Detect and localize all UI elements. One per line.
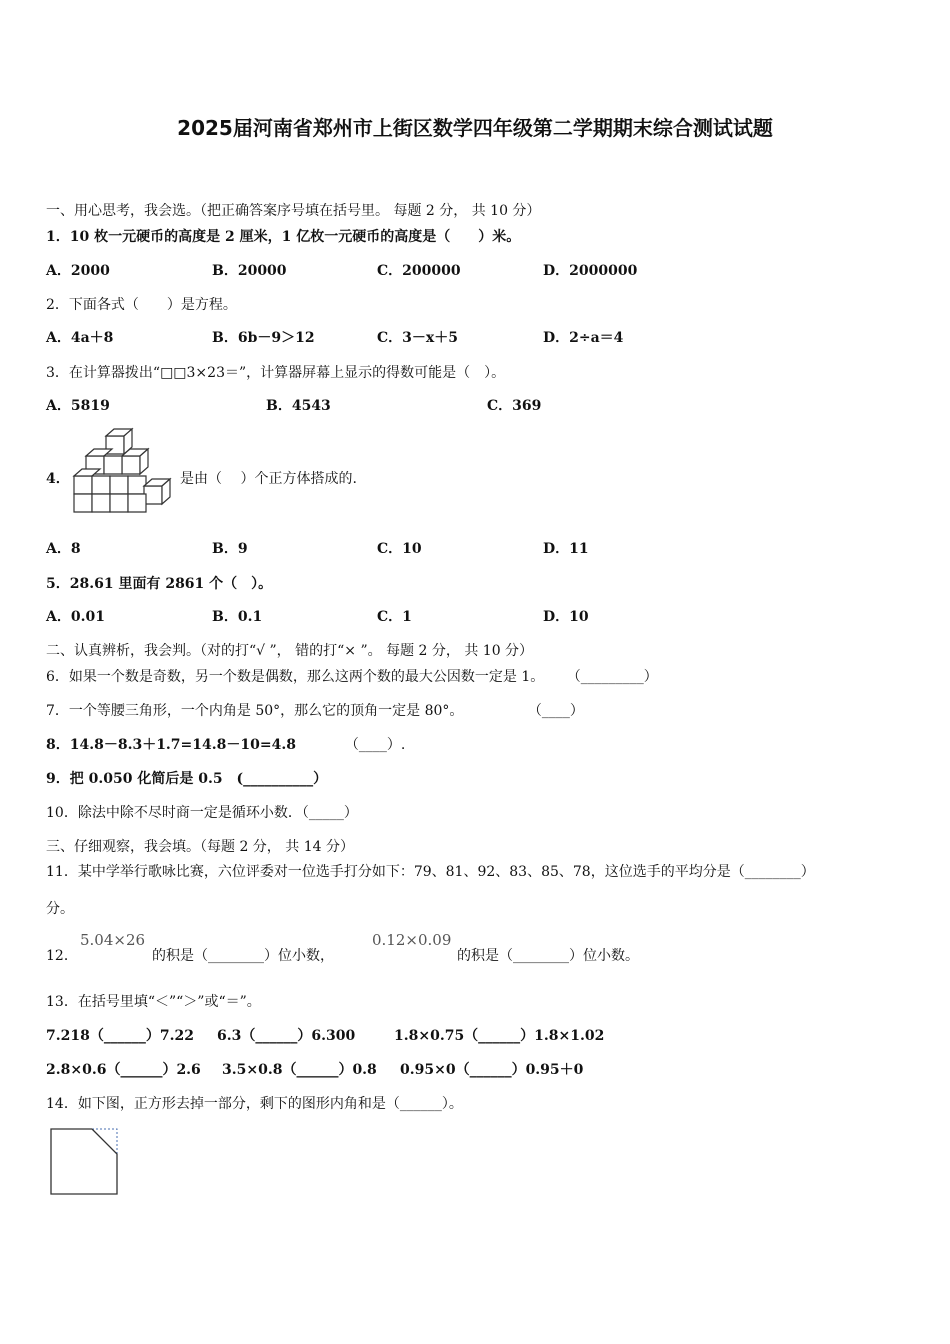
cube-stack-figure [68,426,174,514]
q3-option-a: A．5819 [46,398,110,414]
question-13-row2-item2: 3.5×0.8（______）0.8 [222,1062,377,1078]
question-14: 14．如下图，正方形去掉一部分，剩下的图形内角和是（______）。 [46,1096,463,1112]
question-12-expression-2: 0.12×0.09 [372,931,452,949]
cut-square-figure [48,1126,120,1198]
question-7 [46,701,584,721]
q5-option-d: D．10 [543,609,589,625]
q2-option-c: C．3－x＋5 [377,330,458,346]
q5-option-b: B．0.1 [212,609,263,625]
q2-option-a: A．4a＋8 [46,330,114,346]
question-13-row1-item3: 1.8×0.75（______）1.8×1.02 [394,1028,605,1044]
q3-option-b: B．4543 [266,398,331,414]
question-6-blank[interactable]: （_________） [566,669,658,685]
q1-option-b: B．20000 [212,263,287,279]
question-9: 9．把 0.050 化简后是 0.5 (__________） [46,771,328,787]
question-8-text: 8．14.8－8.3＋1.7=14.8－10=4.8 [46,737,296,753]
question-8 [46,735,405,755]
question-4-number: 4． [46,471,70,487]
question-6-text: 6．如果一个数是奇数，另一个数是偶数，那么这两个数的最大公因数一定是 1。 [46,669,545,685]
question-8-blank[interactable]: （____）. [344,737,406,753]
question-7-blank[interactable]: （____） [527,703,584,719]
q4-option-a: A．8 [46,541,81,557]
q4-option-c: C．10 [377,541,422,557]
question-12-number: 12． [46,948,78,964]
question-2: 2．下面各式（ ）是方程。 [46,297,237,313]
q5-option-a: A．0.01 [46,609,105,625]
q3-option-c: C．369 [487,398,542,414]
q1-option-d: D．2000000 [543,263,638,279]
section-3-heading: 三、仔细观察，我会填。（每题 2 分， 共 14 分） [46,839,354,855]
question-10: 10．除法中除不尽时商一定是循环小数．（_____） [46,805,358,821]
question-12-part-1: 的积是（________）位小数， [152,948,334,964]
q2-option-d: D．2÷a＝4 [543,330,624,346]
page-title: 2025届河南省郑州市上街区数学四年级第二学期期末综合测试试题 [177,116,773,140]
q5-option-c: C．1 [377,609,412,625]
q1-option-a: A．2000 [46,263,110,279]
question-7-text: 7．一个等腰三角形，一个内角是 50°，那么它的顶角一定是 80°。 [46,703,464,719]
question-13-row1-item2: 6.3（______）6.300 [217,1028,356,1044]
section-2-heading: 二、认真辨析，我会判。（对的打“√ ”， 错的打“× ”。 每题 2 分， 共 10 分） [46,643,534,659]
question-12-part-2: 的积是（________）位小数。 [457,948,639,964]
question-13-row2-item1: 2.8×0.6（______）2.6 [46,1062,201,1078]
q1-option-c: C．200000 [377,263,461,279]
q2-option-b: B．6b－9＞12 [212,330,315,346]
question-13-row1-item1: 7.218（______）7.22 [46,1028,194,1044]
q4-option-b: B．9 [212,541,248,557]
question-4-text: 是由（ ）个正方体搭成的. [180,471,357,487]
question-6 [46,667,658,687]
q4-option-d: D．11 [543,541,589,557]
question-13-row2-item3: 0.95×0（______）0.95＋0 [400,1062,584,1078]
section-1-heading: 一、用心思考，我会选。（把正确答案序号填在括号里。 每题 2 分， 共 10 分） [46,203,541,219]
question-5: 5．28.61 里面有 2861 个（ ）。 [46,576,273,592]
question-11: 11．某中学举行歌咏比赛，六位评委对一位选手打分如下：79、81、92、83、85、78，这位选手的平均分是（________） [46,864,815,880]
question-11-continuation: 分。 [46,901,74,917]
question-12-expression-1: 5.04×26 [80,931,146,949]
question-13: 13．在括号里填“＜”“＞”或“＝”。 [46,994,261,1010]
question-3: 3．在计算器拨出“□□3×23＝”，计算器屏幕上显示的得数可能是（ ）。 [46,365,506,381]
question-1: 1．10 枚一元硬币的高度是 2 厘米，1 亿枚一元硬币的高度是（ ）米。 [46,229,521,245]
